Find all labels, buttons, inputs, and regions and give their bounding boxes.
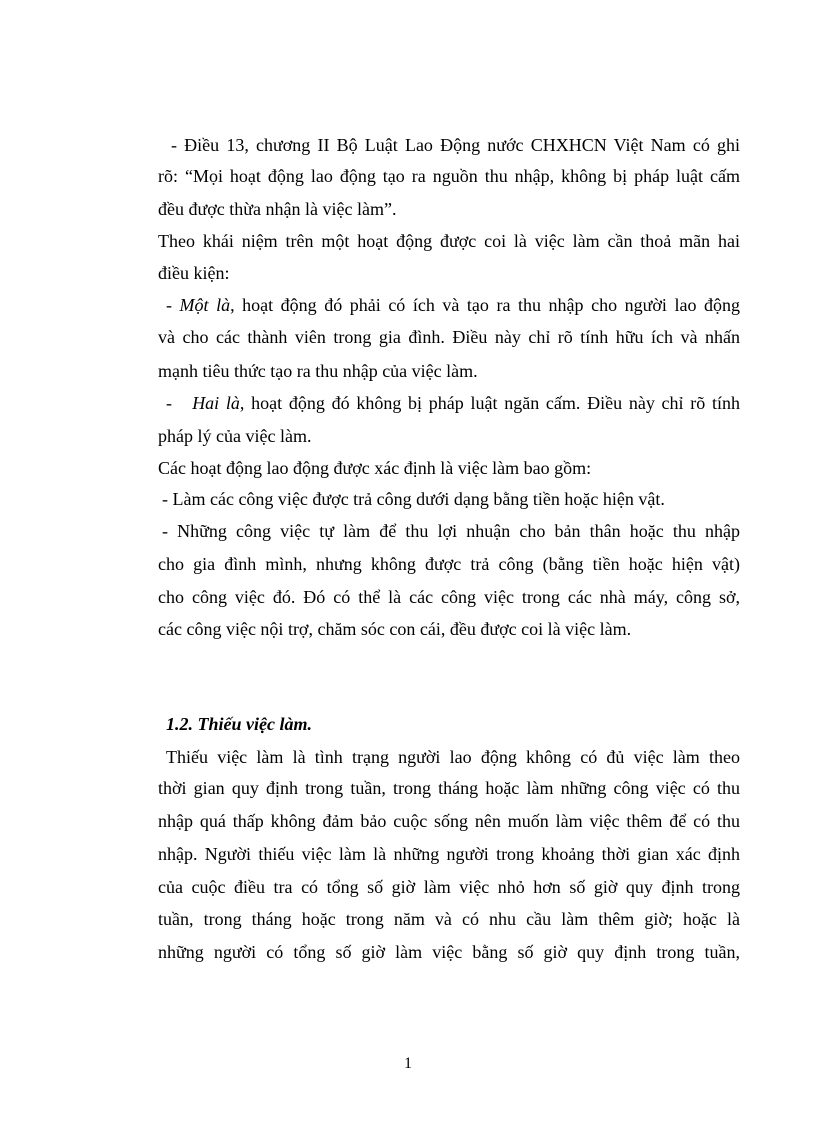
paragraph-line: nhập. Người thiếu việc làm là những người trong khoảng thời gian xác định (158, 844, 740, 864)
paragraph-line: rõ: “Mọi hoạt động lao động tạo ra nguồn thu nhập, không bị pháp luật cấm (158, 166, 740, 186)
paragraph-line: những người có tổng số giờ làm việc bằng số giờ quy định trong tuần, (158, 942, 740, 962)
paragraph-line: - Những công việc tự làm để thu lợi nhuận cho bản thân hoặc thu nhập (162, 521, 740, 541)
paragraph-line: cho gia đình mình, nhưng không được trả công (bằng tiền hoặc hiện vật) (158, 554, 740, 574)
paragraph-line: - Làm các công việc được trả công dưới dạng bằng tiền hoặc hiện vật. (162, 489, 665, 509)
paragraph-line: mạnh tiêu thức tạo ra thu nhập của việc làm. (158, 361, 478, 381)
paragraph-line: thời gian quy định trong tuần, trong tháng hoặc làm những công việc có thu (158, 778, 740, 798)
paragraph-line: các công việc nội trợ, chăm sóc con cái, đều được coi là việc làm. (158, 619, 632, 639)
emphasis-text: Một là (179, 295, 231, 315)
paragraph-line: đều được thừa nhận là việc làm”. (158, 199, 397, 219)
paragraph-line: và cho các thành viên trong gia đình. Điều này chỉ rõ tính hữu ích và nhấn (158, 327, 740, 347)
paragraph-line: Các hoạt động lao động được xác định là việc làm bao gồm: (158, 458, 592, 478)
line-text: , hoạt động đó phải có ích và tạo ra thu nhập cho người lao động (230, 295, 740, 315)
paragraph-line: pháp lý của việc làm. (158, 426, 312, 446)
paragraph-line (166, 294, 740, 316)
section-heading: 1.2. Thiếu việc làm. (166, 714, 312, 734)
paragraph-line: Theo khái niệm trên một hoạt động được coi là việc làm cần thoả mãn hai (158, 231, 740, 251)
emphasis-text: Hai là (192, 393, 240, 413)
paragraph-line: - Điều 13, chương II Bộ Luật Lao Động nước CHXHCN Việt Nam có ghi (171, 135, 740, 155)
bullet-dash: - (166, 295, 180, 315)
paragraph-line: điều kiện: (158, 263, 230, 283)
page-number: 1 (404, 1055, 412, 1072)
paragraph-line: nhập quá thấp không đảm bảo cuộc sống nên muốn làm việc thêm để có thu (158, 811, 740, 831)
paragraph-line (166, 392, 740, 414)
bullet-dash: - (166, 393, 179, 413)
paragraph-line: tuần, trong tháng hoặc trong năm và có nhu cầu làm thêm giờ; hoặc là (158, 909, 740, 929)
paragraph-line: Thiếu việc làm là tình trạng người lao động không có đủ việc làm theo (166, 747, 740, 767)
paragraph-line: cho công việc đó. Đó có thể là các công việc trong các nhà máy, công sở, (158, 587, 740, 607)
line-text: , hoạt động đó không bị pháp luật ngăn cấm. Điều này chỉ rõ tính (239, 393, 740, 413)
paragraph-line: của cuộc điều tra có tổng số giờ làm việc nhỏ hơn số giờ quy định trong (158, 877, 740, 897)
